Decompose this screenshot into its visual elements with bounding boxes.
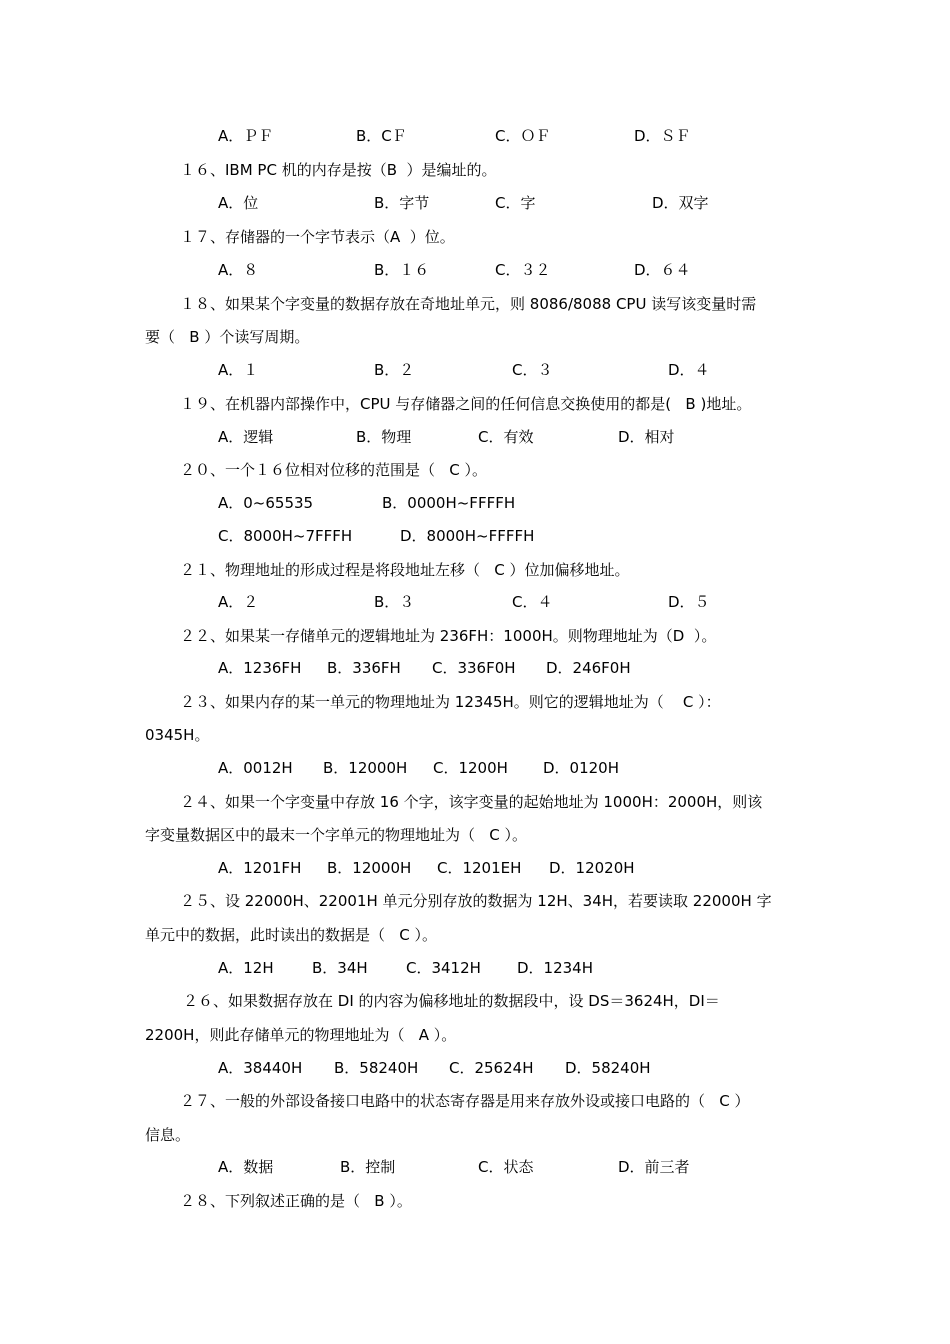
- question-17: １７、存储器的一个字节表示（A ）位。: [180, 228, 455, 246]
- option-a: A．0~65535: [218, 494, 314, 512]
- option-b: B．336FH: [327, 659, 401, 677]
- option-b: B．物理: [356, 428, 412, 446]
- option-a: A．１: [218, 361, 259, 379]
- option-d: D．0120H: [543, 759, 620, 777]
- option-c: C．字: [495, 194, 536, 212]
- option-a: A．８: [218, 261, 259, 279]
- option-d: D．６４: [634, 261, 691, 279]
- option-b: B．控制: [340, 1158, 396, 1176]
- option-d: D．1234H: [517, 959, 594, 977]
- question-23-cont: 0345H。: [145, 726, 210, 744]
- question-18-cont: 要（ B ）个读写周期。: [145, 328, 310, 346]
- option-d: D．58240H: [565, 1059, 651, 1077]
- option-a: A．数据: [218, 1158, 274, 1176]
- question-20: ２０、一个１６位相对位移的范围是（ C ）。: [180, 461, 488, 479]
- question-23: ２３、如果内存的某一单元的物理地址为 12345H。则它的逻辑地址为（ C ）：: [180, 693, 721, 711]
- option-a: A．位: [218, 194, 259, 212]
- option-c: C．1201EH: [437, 859, 522, 877]
- question-25: ２５、设 22000H、22001H 单元分别存放的数据为 12H、34H，若要读取 22000H 字: [180, 892, 772, 910]
- option-a: A．ＰＦ: [218, 127, 274, 145]
- option-c: C．３: [512, 361, 553, 379]
- option-d: D．双字: [652, 194, 709, 212]
- option-c: C．４: [512, 593, 553, 611]
- option-b: B．12000H: [323, 759, 408, 777]
- option-b: B．３: [374, 593, 415, 611]
- option-b: B．0000H~FFFFH: [382, 494, 516, 512]
- question-27-cont: 信息。: [145, 1126, 191, 1144]
- option-b: B．字节: [374, 194, 430, 212]
- option-a: A．逻辑: [218, 428, 274, 446]
- option-b: B．34H: [312, 959, 368, 977]
- option-c: C．３２: [495, 261, 551, 279]
- question-16: １６、IBM PC 机的内存是按（B ）是编址的。: [180, 161, 497, 179]
- option-b: B．１６: [374, 261, 430, 279]
- option-c: C．ＯＦ: [495, 127, 551, 145]
- option-b: B．２: [374, 361, 415, 379]
- option-d: D．相对: [618, 428, 675, 446]
- option-c: C．8000H~7FFFH: [218, 527, 353, 545]
- option-b: B．12000H: [327, 859, 412, 877]
- option-c: C．1200H: [433, 759, 508, 777]
- question-28: ２８、下列叙述正确的是（ B ）。: [180, 1192, 412, 1210]
- question-27: ２７、一般的外部设备接口电路中的状态寄存器是用来存放外设或接口电路的（ C ）: [180, 1092, 750, 1110]
- option-b: B．58240H: [334, 1059, 419, 1077]
- question-25-cont: 单元中的数据，此时读出的数据是（ C ）。: [145, 926, 438, 944]
- question-21: ２１、物理地址的形成过程是将段地址左移（ C ）位加偏移地址。: [180, 561, 630, 579]
- option-c: C．25624H: [449, 1059, 534, 1077]
- question-18: １８、如果某个字变量的数据存放在奇地址单元，则 8086/8088 CPU 读写该变量时需: [180, 295, 757, 313]
- option-d: D．ＳＦ: [634, 127, 691, 145]
- option-a: A．12H: [218, 959, 274, 977]
- option-d: D．５: [668, 593, 710, 611]
- question-24: ２４、如果一个字变量中存放 16 个字，该字变量的起始地址为 1000H：2000H，则该: [180, 793, 763, 811]
- option-a: A．２: [218, 593, 259, 611]
- option-d: D．246F0H: [546, 659, 631, 677]
- option-a: A．1236FH: [218, 659, 302, 677]
- option-c: C．有效: [478, 428, 534, 446]
- option-d: D．前三者: [618, 1158, 690, 1176]
- option-c: C．336F0H: [432, 659, 516, 677]
- option-a: A．38440H: [218, 1059, 303, 1077]
- option-a: A．0012H: [218, 759, 293, 777]
- option-d: D．４: [668, 361, 710, 379]
- question-26: ２６、如果数据存放在 DI 的内容为偏移地址的数据段中，设 DS＝3624H，DI＝: [183, 992, 720, 1010]
- option-c: C．状态: [478, 1158, 534, 1176]
- option-d: D．12020H: [549, 859, 635, 877]
- question-24-cont: 字变量数据区中的最末一个字单元的物理地址为（ C ）。: [145, 826, 528, 844]
- option-b: B．CＦ: [356, 127, 407, 145]
- option-c: C．3412H: [406, 959, 481, 977]
- option-d: D．8000H~FFFFH: [400, 527, 535, 545]
- option-a: A．1201FH: [218, 859, 302, 877]
- question-26-cont: 2200H，则此存储单元的物理地址为（ A ）。: [145, 1026, 457, 1044]
- question-19: １９、在机器内部操作中，CPU 与存储器之间的任何信息交换使用的都是( B )地址。: [180, 395, 752, 413]
- question-22: ２２、如果某一存储单元的逻辑地址为 236FH：1000H。则物理地址为（D ）。: [180, 627, 717, 645]
